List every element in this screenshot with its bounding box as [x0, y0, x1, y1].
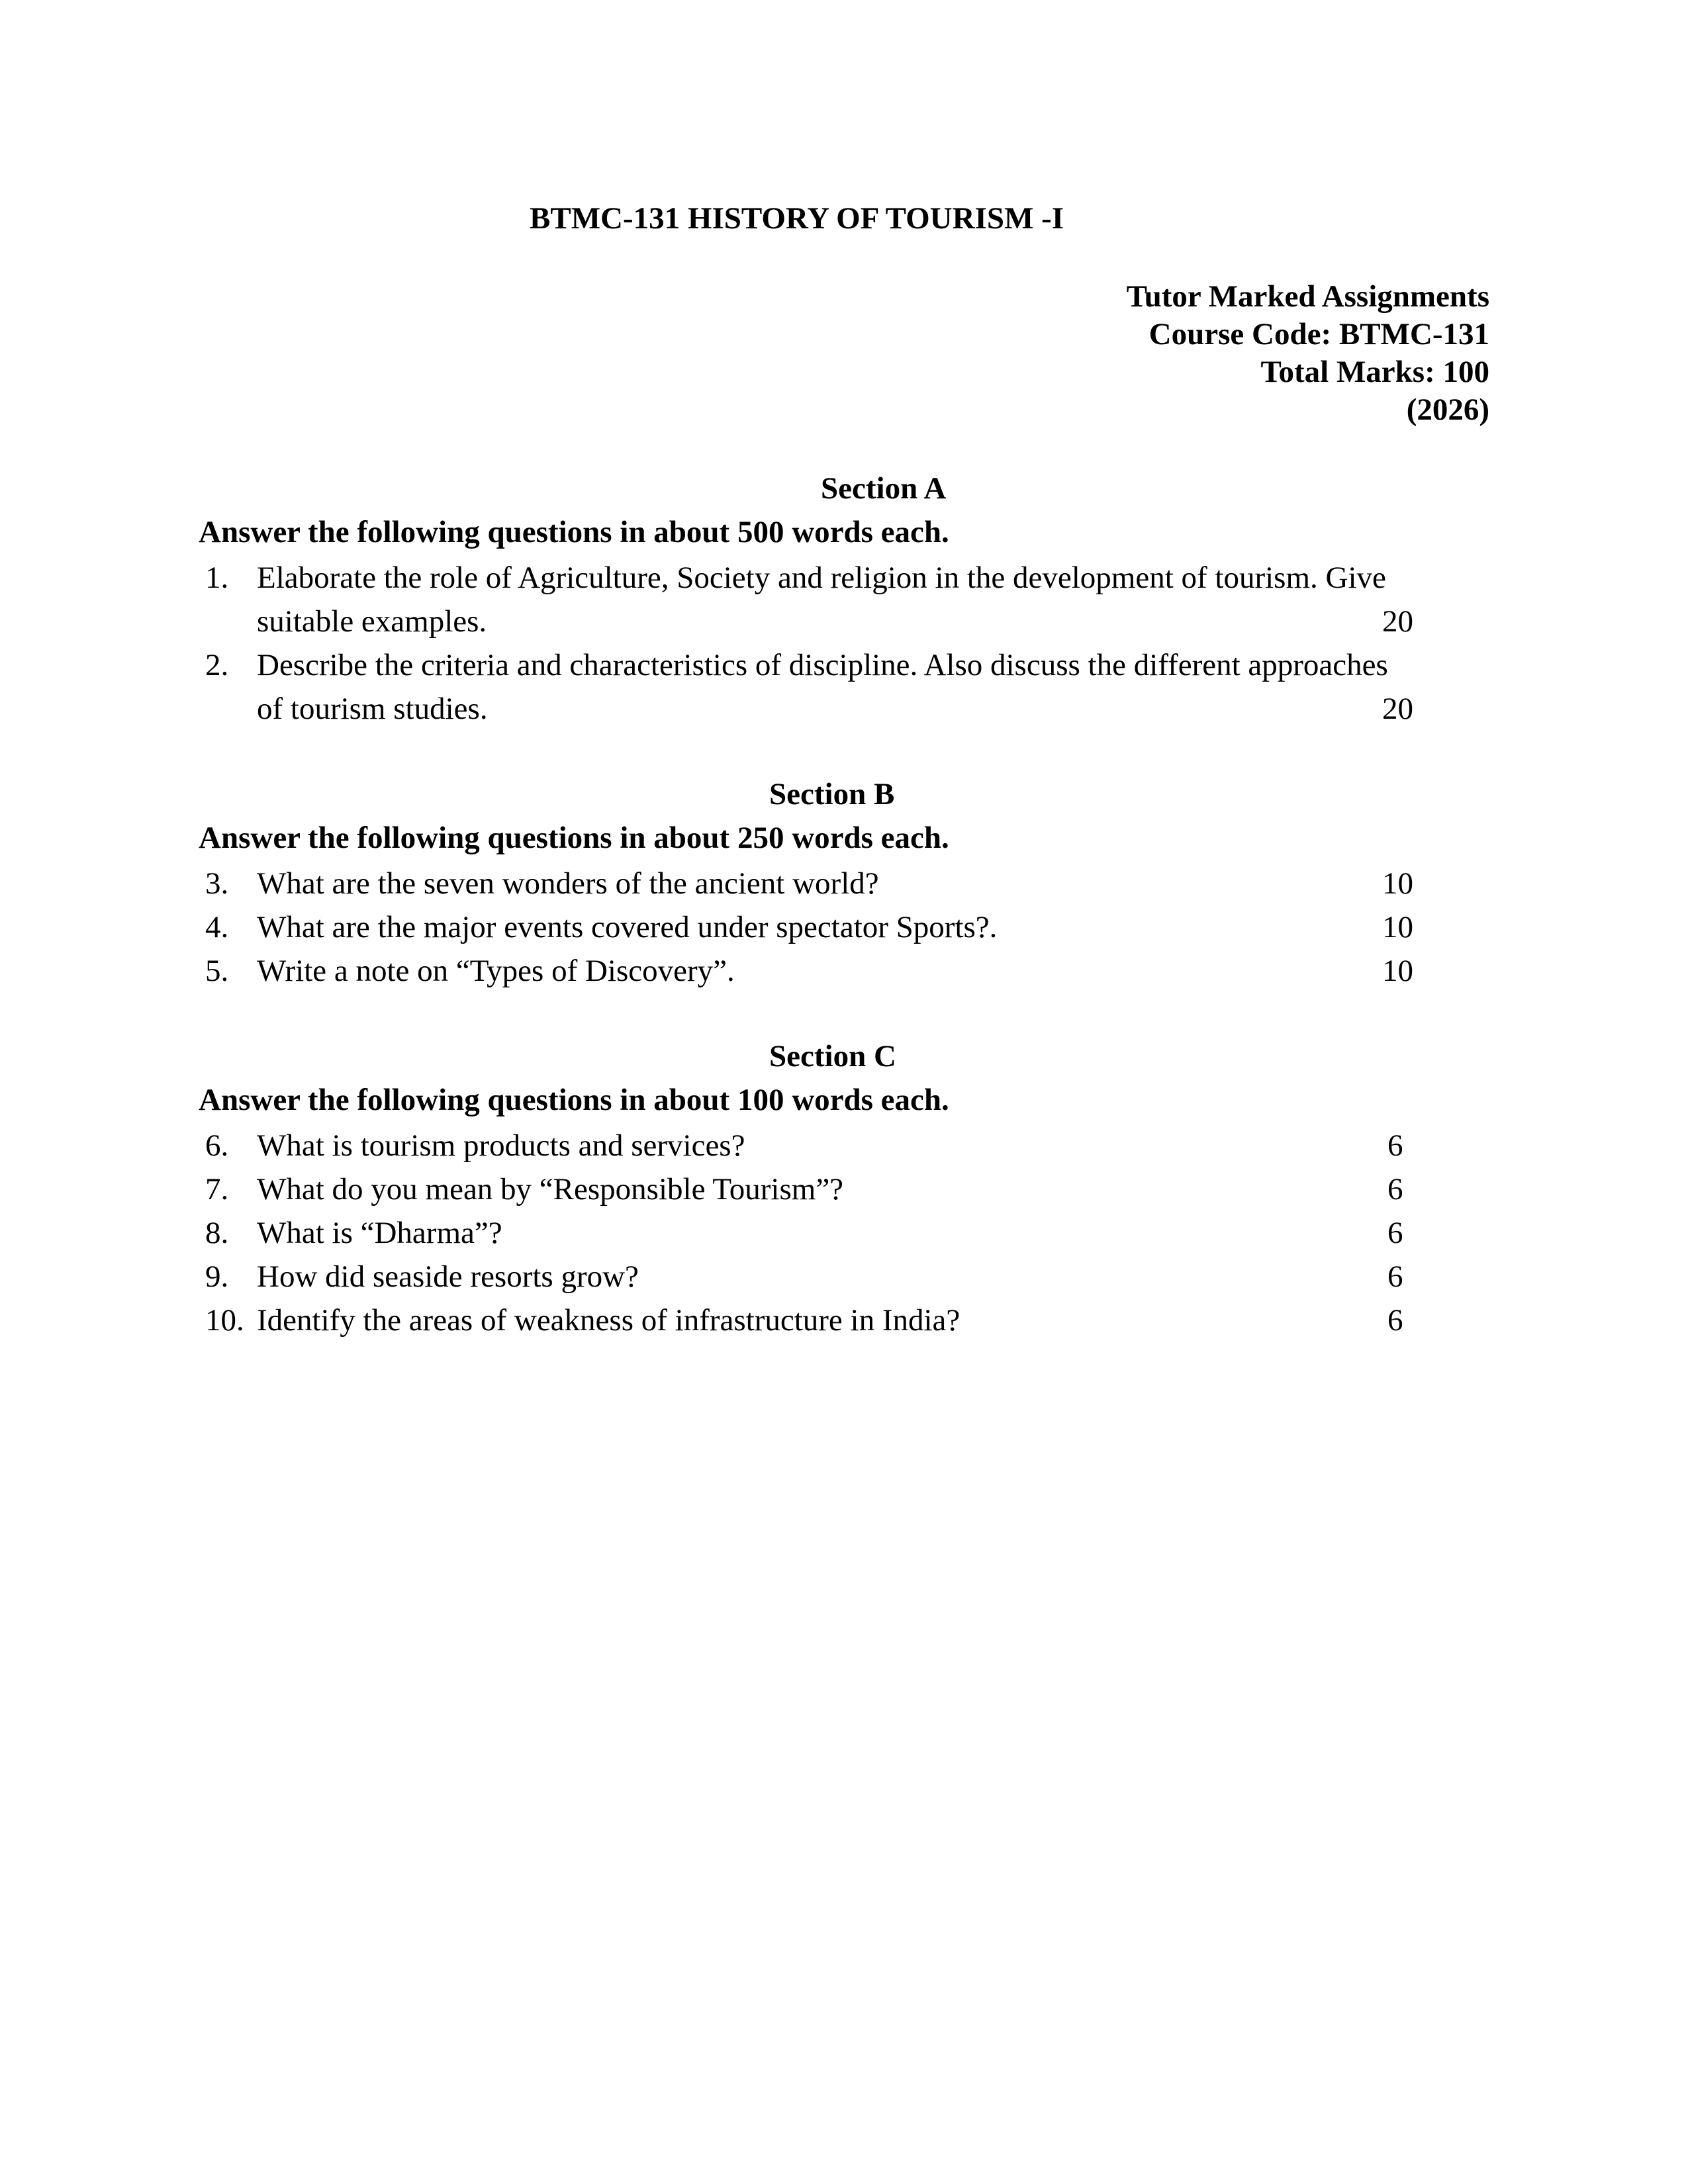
question-number: 5.	[205, 954, 229, 988]
question-marks: 6	[1387, 1259, 1403, 1294]
question-text: Identify the areas of weakness of infrastructure in India?	[257, 1303, 961, 1338]
question-text: How did seaside resorts grow?	[257, 1259, 639, 1294]
question-marks: 6	[1387, 1172, 1403, 1206]
question-number: 6.	[205, 1128, 229, 1163]
question-text: What is tourism products and services?	[257, 1128, 745, 1163]
question-marks: 6	[1387, 1303, 1403, 1338]
question-marks: 20	[1382, 692, 1413, 726]
section-instruction: Answer the following questions in about 250 words each.	[199, 821, 949, 855]
question-text: Write a note on “Types of Discovery”.	[257, 954, 735, 988]
question-text: What are the seven wonders of the ancient world?	[257, 866, 879, 901]
question-number: 10.	[205, 1303, 244, 1338]
question-number: 2.	[205, 648, 229, 682]
question-marks: 10	[1382, 954, 1413, 988]
assignment-meta	[1127, 278, 1489, 429]
question-number: 4.	[205, 910, 229, 944]
assignment-year: (2026)	[1406, 392, 1489, 427]
question-number: 3.	[205, 866, 229, 901]
question-number: 8.	[205, 1216, 229, 1250]
section-title: Section B	[769, 777, 895, 811]
section-instruction: Answer the following questions in about 100 words each.	[199, 1083, 949, 1117]
question-text: What do you mean by “Responsible Tourism”?	[257, 1172, 844, 1206]
assignment-type: Tutor Marked Assignments	[1126, 279, 1489, 314]
question-marks: 6	[1387, 1128, 1403, 1163]
question-text-line: Elaborate the role of Agriculture, Society and religion in the development of tourism. Give	[257, 561, 1386, 595]
question-text: What are the major events covered under spectator Sports?.	[257, 910, 998, 944]
section-title: Section A	[821, 471, 947, 506]
section-instruction: Answer the following questions in about 500 words each.	[199, 515, 949, 549]
section-title: Section C	[769, 1039, 896, 1073]
question-marks: 10	[1382, 910, 1413, 944]
question-number: 1.	[205, 561, 229, 595]
question-text: What is “Dharma”?	[257, 1216, 502, 1250]
total-marks: Total Marks: 100	[1260, 355, 1489, 389]
course-code: Course Code: BTMC-131	[1149, 317, 1489, 351]
question-text-line: suitable examples.	[257, 604, 487, 639]
question-number: 9.	[205, 1259, 229, 1294]
question-number: 7.	[205, 1172, 229, 1206]
question-text-line: Describe the criteria and characteristics of discipline. Also discuss the different approaches	[257, 648, 1388, 682]
question-text-line: of tourism studies.	[257, 692, 488, 726]
question-marks: 10	[1382, 866, 1413, 901]
question-marks: 20	[1382, 604, 1413, 639]
course-title: BTMC-131 HISTORY OF TOURISM -I	[530, 201, 1064, 236]
question-marks: 6	[1387, 1216, 1403, 1250]
